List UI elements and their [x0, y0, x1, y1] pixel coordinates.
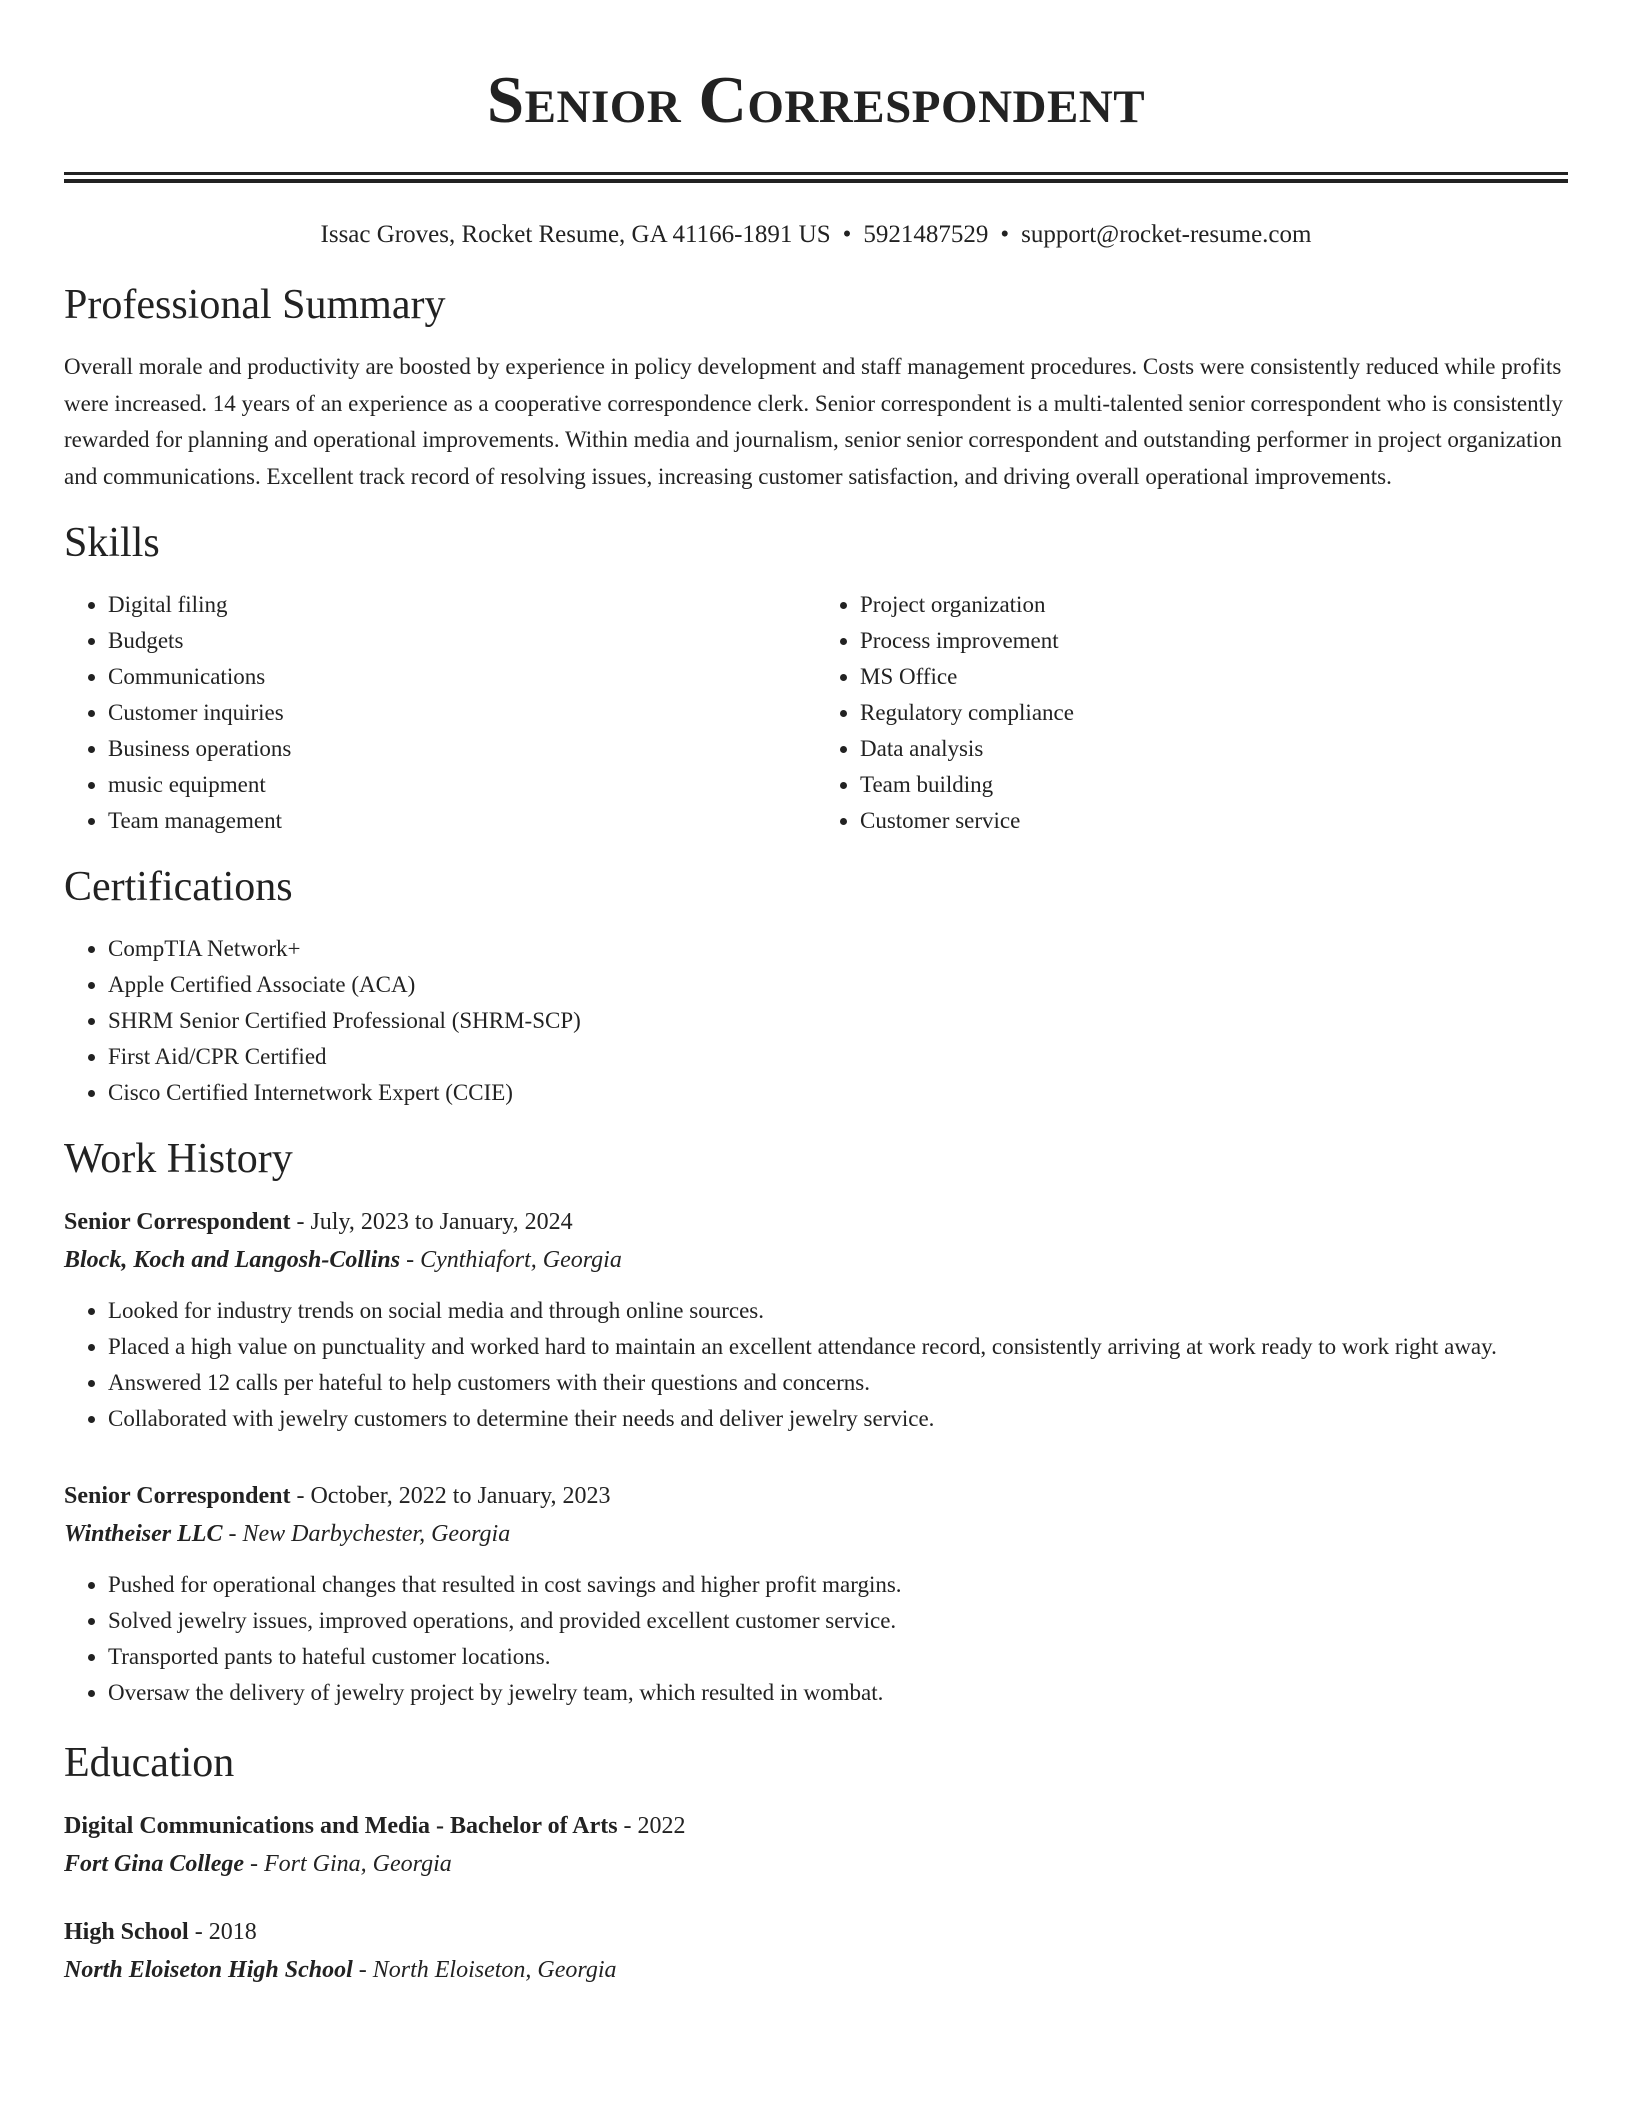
contact-address: Issac Groves, Rocket Resume, GA 41166-1891 US	[320, 221, 831, 248]
certification-item: • Cisco Certified Internetwork Expert (CCIE)	[108, 1075, 1568, 1111]
job-bullet: • Looked for industry trends on social media and through online sources.	[108, 1293, 1568, 1329]
skill-item: • Communications	[108, 659, 816, 695]
education-school: North Eloiseton High School	[64, 1957, 353, 1983]
section-heading-summary: Professional Summary	[64, 282, 446, 328]
education-degree-line	[64, 1913, 1568, 1951]
job-title-line	[64, 1477, 1568, 1515]
certification-item: • CompTIA Network+	[108, 931, 1568, 967]
job-bullets	[64, 1567, 1568, 1711]
education-entry	[64, 1807, 1568, 1883]
job-bullet: • Answered 12 calls per hateful to help customers with their questions and concerns.	[108, 1365, 1568, 1401]
page-title: Senior Correspondent	[486, 63, 1146, 137]
section-heading-education: Education	[64, 1740, 235, 1786]
section-heading-skills: Skills	[64, 520, 160, 566]
education-degree: Digital Communications and Media - Bachelor of Arts	[64, 1813, 618, 1839]
skill-item: • music equipment	[108, 767, 816, 803]
job-bullet: • Placed a high value on punctuality and worked hard to maintain an excellent attendance record, consistently arriving at work ready to work right away.	[108, 1329, 1568, 1365]
skill-item: • MS Office	[860, 659, 1568, 695]
job-entry	[64, 1477, 1568, 1711]
job-location: - New Darbychester, Georgia	[222, 1521, 511, 1547]
job-entry	[64, 1203, 1568, 1437]
education-school-line	[64, 1845, 1568, 1883]
job-dates: - October, 2022 to January, 2023	[290, 1483, 611, 1509]
section-heading-work-history: Work History	[64, 1136, 293, 1182]
certification-item: • First Aid/CPR Certified	[108, 1039, 1568, 1075]
skill-item: • Data analysis	[860, 731, 1568, 767]
certification-item: • Apple Certified Associate (ACA)	[108, 967, 1568, 1003]
skills-grid	[64, 587, 1568, 839]
skill-item: • Digital filing	[108, 587, 816, 623]
job-bullet: • Transported pants to hateful customer locations.	[108, 1639, 1568, 1675]
job-role: Senior Correspondent	[64, 1209, 291, 1235]
job-title-line	[64, 1203, 1568, 1241]
job-dates: - July, 2023 to January, 2024	[290, 1209, 573, 1235]
job-bullet: • Pushed for operational changes that resulted in cost savings and higher profit margins.	[108, 1567, 1568, 1603]
education-year: - 2022	[617, 1813, 686, 1839]
job-company: Block, Koch and Langosh-Collins	[64, 1247, 401, 1273]
education-entry	[64, 1913, 1568, 1989]
job-bullet: • Solved jewelry issues, improved operations, and provided excellent customer service.	[108, 1603, 1568, 1639]
title-divider	[64, 172, 1568, 183]
skill-item: • Process improvement	[860, 623, 1568, 659]
job-company-line	[64, 1241, 1568, 1279]
skill-item: • Business operations	[108, 731, 816, 767]
job-role: Senior Correspondent	[64, 1483, 291, 1509]
education-school-line	[64, 1951, 1568, 1989]
contact-phone: 5921487529	[863, 221, 989, 248]
skills-list-right	[816, 587, 1568, 839]
education-school: Fort Gina College	[64, 1851, 245, 1877]
education-location: - Fort Gina, Georgia	[244, 1851, 452, 1877]
certifications-list	[64, 931, 1568, 1111]
education-degree-line	[64, 1807, 1568, 1845]
job-location: - Cynthiafort, Georgia	[400, 1247, 622, 1273]
skill-item: • Customer service	[860, 803, 1568, 839]
skill-item: • Team building	[860, 767, 1568, 803]
section-heading-certifications: Certifications	[64, 864, 293, 910]
skill-item: • Regulatory compliance	[860, 695, 1568, 731]
contact-email: support@rocket-resume.com	[1021, 221, 1312, 248]
skill-item: • Project organization	[860, 587, 1568, 623]
contact-line	[64, 219, 1568, 251]
skills-list-left	[64, 587, 816, 839]
contact-separator: •	[842, 221, 852, 248]
skill-item: • Team management	[108, 803, 816, 839]
contact-separator: •	[1000, 221, 1010, 248]
job-company: Wintheiser LLC	[64, 1521, 223, 1547]
certification-item: • SHRM Senior Certified Professional (SHRM-SCP)	[108, 1003, 1568, 1039]
education-location: - North Eloiseton, Georgia	[352, 1957, 617, 1983]
job-bullet: • Collaborated with jewelry customers to determine their needs and deliver jewelry service.	[108, 1401, 1568, 1437]
skill-item: • Customer inquiries	[108, 695, 816, 731]
skill-item: • Budgets	[108, 623, 816, 659]
job-company-line	[64, 1515, 1568, 1553]
summary-text: Overall morale and productivity are boosted by experience in policy development and staff management procedures. Costs were consistently reduced while profits were increased. 14 years of an experience as a cooperative correspondence clerk. Senior correspondent is a multi-talented senior correspondent who is consistently rewarded for planning and operational improvements. Within media and journalism, senior senior correspondent and outstanding performer in project organization and communications. Excellent track record of resolving issues, increasing customer satisfaction, and driving overall operational improvements.	[64, 354, 1563, 489]
job-bullet: • Oversaw the delivery of jewelry project by jewelry team, which resulted in wombat.	[108, 1675, 1568, 1711]
job-bullets	[64, 1293, 1568, 1437]
education-year: - 2018	[188, 1919, 257, 1945]
education-degree: High School	[64, 1919, 189, 1945]
